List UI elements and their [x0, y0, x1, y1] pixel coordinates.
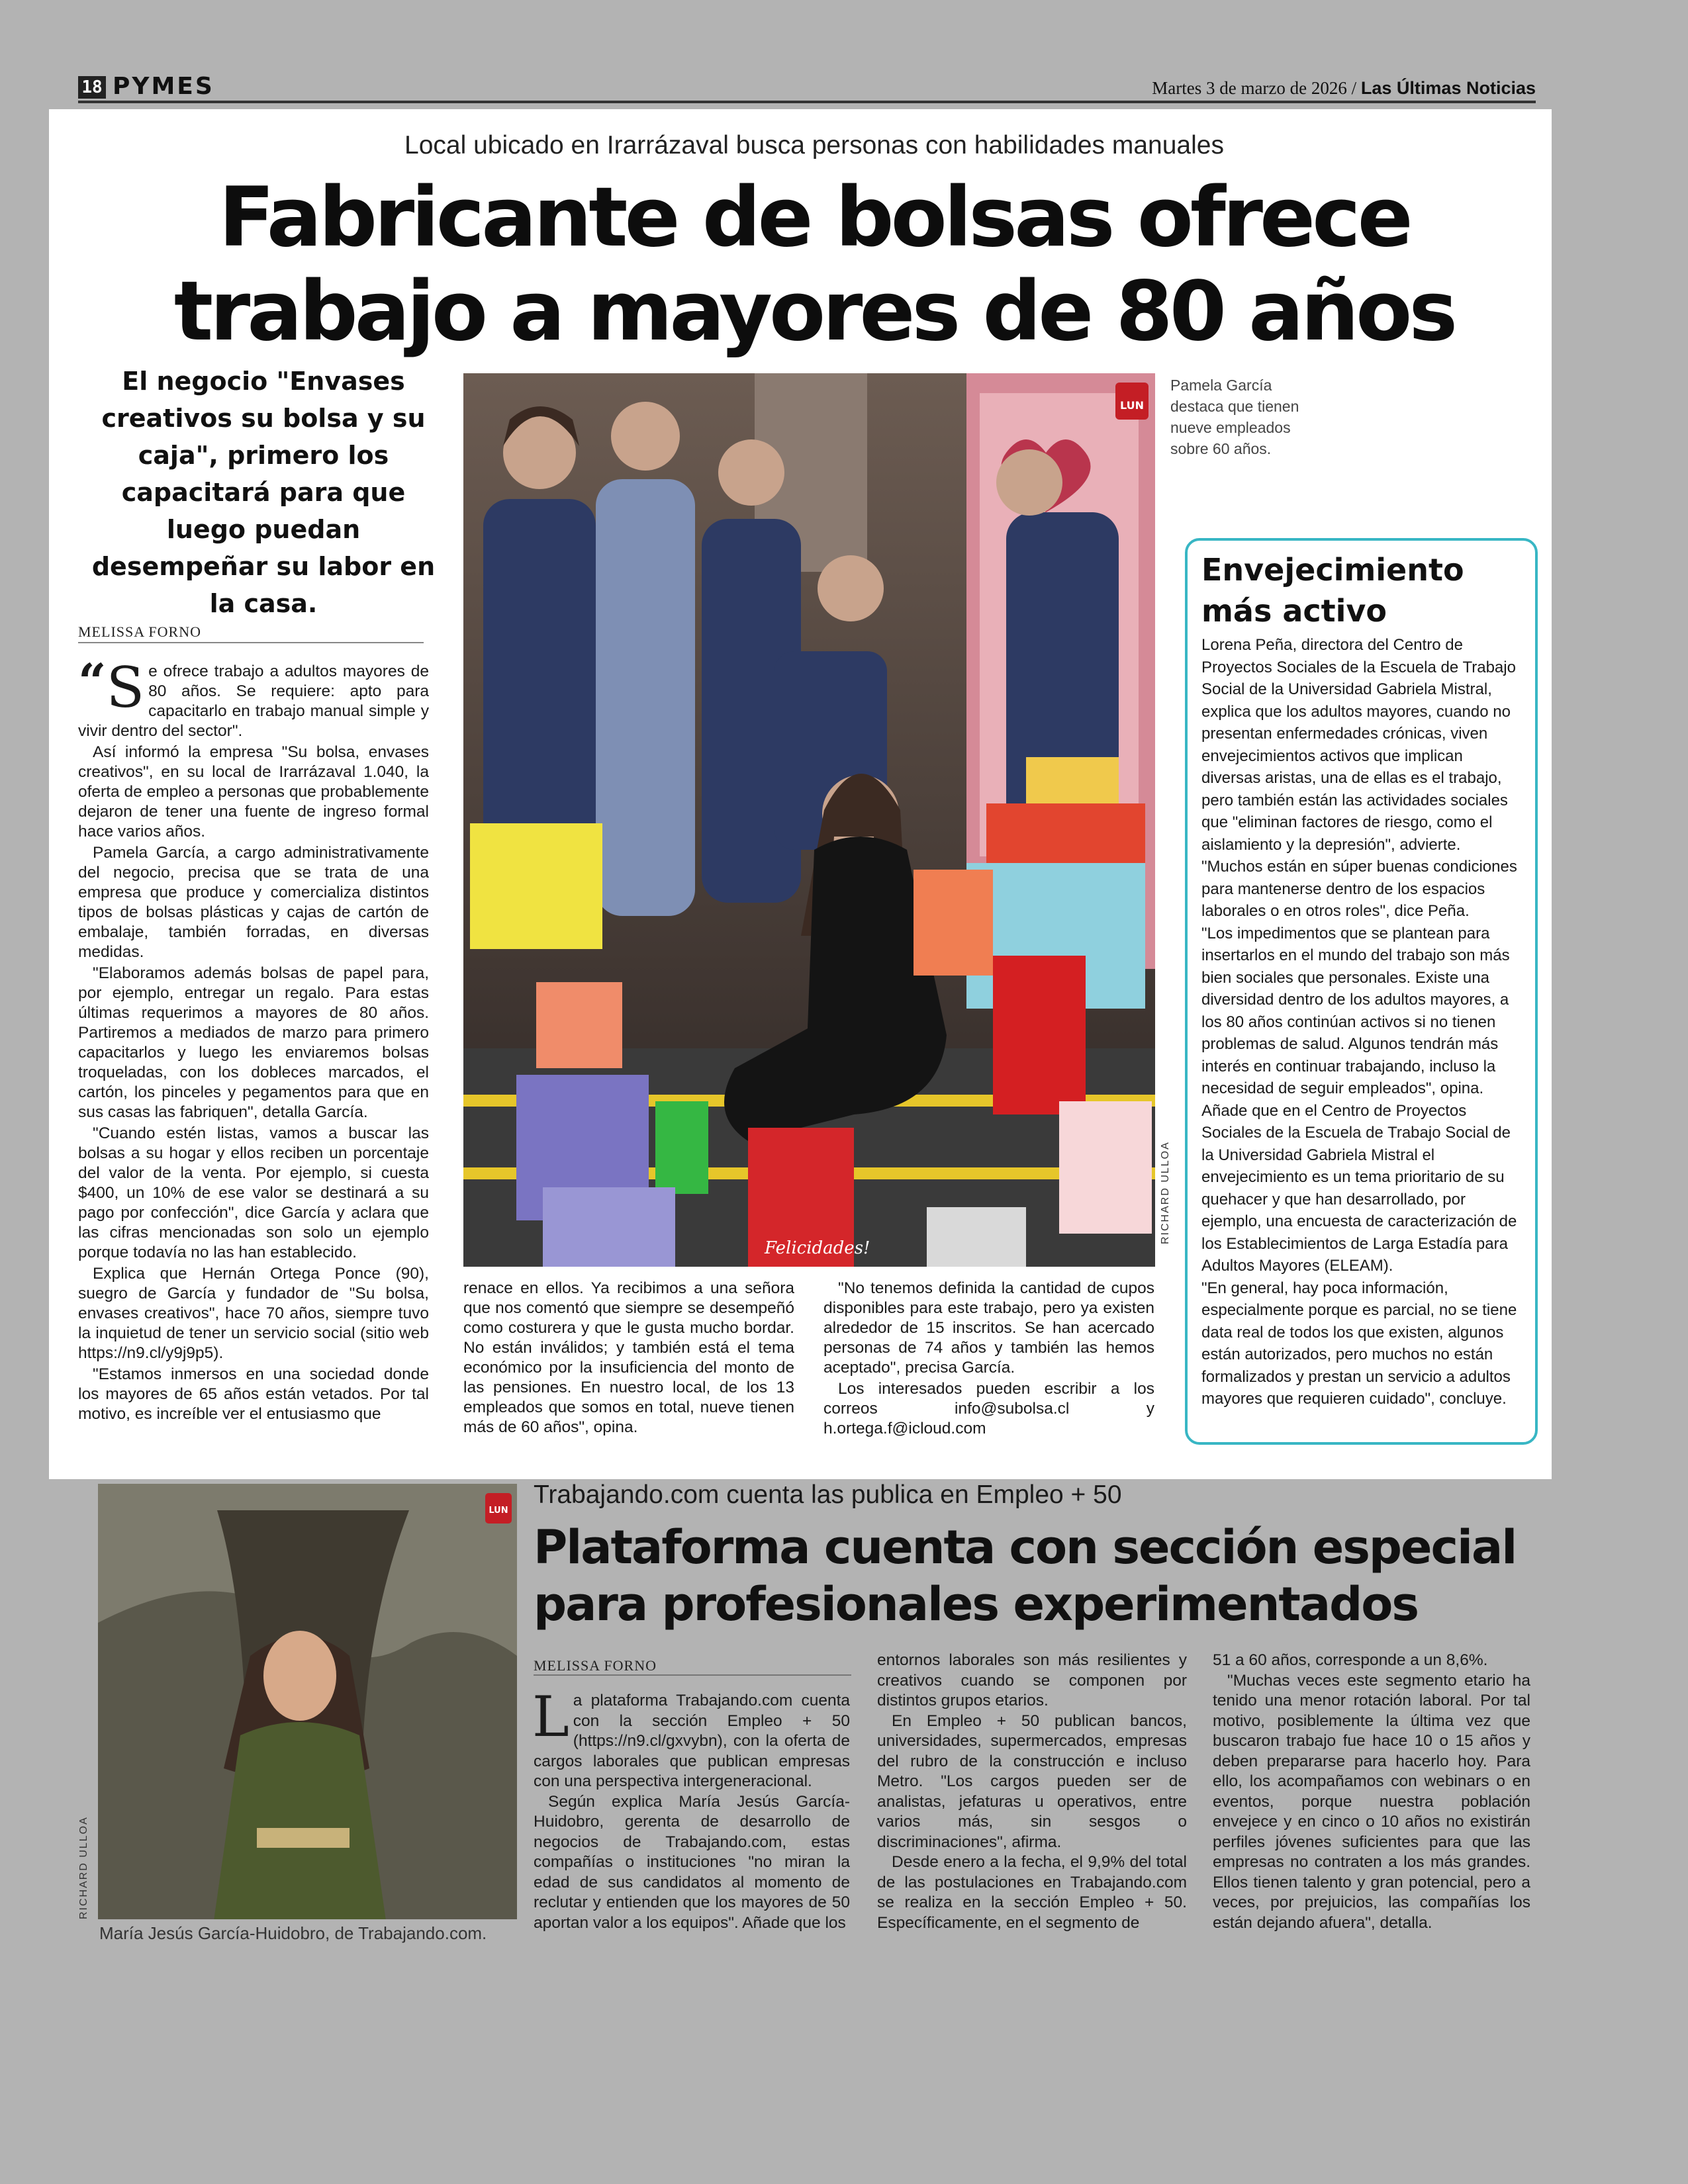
second-photo-credit: RICHARD ULLOA [78, 1816, 89, 1919]
paragraph: Desde enero a la fecha, el 9,9% del total de las postulaciones en Trabajando.com se realiza en la sección Empleo + 50. Específicamente, en el segmento de [877, 1853, 1187, 1932]
paragraph: "No tenemos definida la cantidad de cupos disponibles para este trabajo, pero ya existen alrededor de 15 inscritos. Se han acercado personas de 74 años y también las hemos aceptado", precisa García. [823, 1279, 1154, 1377]
paragraph: Añade que en el Centro de Proyectos Sociales de la Escuela de Trabajo Social de la Universidad Gabriela Mistral el envejecimiento es un tema prioritario de su quehacer y que han desarrollado, por ejemplo, una encuesta de caracterización de los Establecimientos de Larga Estadía para Adultos Mayores (ELEAM). [1201, 1101, 1517, 1275]
sidebar-title: Envejecimiento más activo [1201, 552, 1464, 629]
paragraph: "Elaboramos además bolsas de papel para, por ejemplo, entregar un regalo. Para estas últimas requerimos a mayores de 80 años. Partiremos a mediados de marzo para primero capacitarlos y luego les enviaremos bolsas troqueladas, con los dobleces marcados, el cartón, los pinceles y pegamentos para que en sus casas las fabriquen", detalla García. [78, 964, 429, 1121]
byline-rule [78, 642, 424, 643]
second-photo-caption: María Jesús García-Huidobro, de Trabajando.com. [99, 1923, 487, 1943]
section-name: PYMES [113, 73, 214, 100]
paragraph: Los interesados pueden escribir a los correos info@subolsa.cl y h.ortega.f@icloud.com [823, 1380, 1154, 1437]
lun-logo-text: LUN [1119, 399, 1145, 412]
sidebar-body [1201, 634, 1519, 1410]
photo-caption: Pamela García destaca que tienen nueve empleados sobre 60 años. [1170, 377, 1299, 457]
headline-line-2: trabajo a mayores de 80 años [173, 264, 1455, 359]
paragraph: renace en ellos. Ya recibimos a una señora que nos comentó que siempre se desempeñó como costurera y que le gusta mucho bordar. No están inválidos; y también está el tema económico por la insuficiencia del monto de las pensiones. En nuestro local, de los 13 empleados que somos en total, nueve tienen más de 60 años", opina. [463, 1279, 794, 1436]
portrait-illustration [98, 1484, 517, 1919]
byline-rule [534, 1674, 851, 1676]
second-column-3 [1213, 1651, 1530, 1933]
lun-logo-text: LUN [489, 1506, 508, 1516]
main-column-2 [463, 1279, 794, 1439]
paragraph: Lorena Peña, directora del Centro de Proyectos Sociales de la Escuela de Trabajo Social de la Universidad Gabriela Mistral, explica que los adultos mayores, cuando no presentan enfermedades crónicas, viven envejecimientos activos que implican diversas aristas, una de ellas es el trabajo, pero también están las actividades sociales que "eliminan factores de riesgo, como el aislamiento y la depresión", advierte. [1201, 636, 1516, 854]
drop-cap: L [532, 1684, 569, 1749]
second-photo [98, 1484, 517, 1919]
paragraph: "Muchos están en súper buenas condiciones para mantenerse dentro de los espacios laborales o en otros roles", dice Peña. [1201, 858, 1517, 920]
issue-date: Martes 3 de marzo de 2026 [1152, 78, 1347, 98]
paragraph: En Empleo + 50 publican bancos, universidades, supermercados, empresas del rubro de la construcción e incluso Metro. "Los cargos pueden ser de analistas, jefaturas u operativos, entre varios más, sin sesgos o discriminaciones", afirma. [877, 1711, 1187, 1851]
second-column-1 [532, 1684, 850, 1933]
paragraph: "Los impedimentos que se plantean para insertarlos en el mundo del trabajo son más bien sociales que personales. Existe una diversidad dentro de los adultos mayores, a los 80 años continúan activos si no tienen problemas de salud. Algunos tendrán más interés en continuar trabajando, incluso la necesidad de seguir empleados", opina. [1201, 924, 1510, 1097]
paragraph: "En general, hay poca información, especialmente porque es parcial, no se tiene data real de todos los que existen, algunos están autorizados, pero muchos no están formalizados y prestan un servicio a adultos mayores que requieren cuidado", concluye. [1201, 1279, 1517, 1408]
drop-cap: S [106, 655, 145, 720]
group-photo-illustration [463, 373, 1155, 1267]
paragraph: "Muchas veces este segmento etario ha tenido una menor rotación laboral. Por tal motivo, posiblemente la última vez que buscaron trabajo fue hace 10 o 15 años y deben prepararse para hacerlo hoy. Para ello, los acompañamos con webinars o en eventos, porque nuestra población envejece y en cinco o 10 años no existirán perfiles jóvenes suficientes para que las empresas no contraten a los más grandes. Ellos tienen talento y gran potencial, pero a veces, por prejuicios, las compañías los están dejando afuera", detalla. [1213, 1671, 1530, 1932]
main-deck: El negocio "Envases creativos su bolsa y su caja", primero los capacitará para que luego puedan desempeñar su labor en la casa. [91, 367, 436, 618]
main-column-1 [78, 654, 429, 1426]
publication-name: Las Últimas Noticias [1360, 78, 1536, 98]
header-rule [78, 101, 1536, 103]
main-column-3 [823, 1279, 1154, 1440]
paragraph: "Cuando estén listas, vamos a buscar las bolsas a su hogar y ellos reciben un porcentaje del valor de la venta. Por ejemplo, si cuesta $400, un 10% de ese valor se destinará a su pago por confección", dice García y aclara que las cifras mencionadas son solo un ejemplo porque todavía no las han establecido. [78, 1124, 429, 1261]
paragraph: Según explica María Jesús García-Huidobro, gerenta de desarrollo de negocios de Trabajando.com, estas compañías o instituciones "no miran la edad de sus candidatos al momento de reclutar y entienden que los mayores de 50 aportan valor a los equipos". Añade que los [534, 1792, 850, 1932]
headline-line-1: Fabricante de bolsas ofrece [218, 170, 1410, 265]
page-number: 18 [78, 76, 106, 99]
paragraph: La plataforma Trabajando.com cuenta con la sección Empleo + 50 (https://n9.cl/gxvybn), con la oferta de cargos laborales que publican empresas con una perspectiva intergeneracional. [532, 1684, 850, 1790]
paragraph: entornos laborales son más resilientes y creativos cuando se componen por distintos grupos etarios. [877, 1651, 1187, 1709]
dateline [1152, 78, 1536, 99]
photo-credit: RICHARD ULLOA [1160, 1141, 1171, 1244]
paragraph: 51 a 60 años, corresponde a un 8,6%. [1213, 1651, 1488, 1669]
main-byline: MELISSA FORNO [78, 623, 201, 640]
second-kicker: Trabajando.com cuenta las publica en Empleo + 50 [534, 1480, 1122, 1509]
second-headline: Plataforma cuenta con sección especial para profesionales experimentados [534, 1520, 1517, 1631]
second-byline: MELISSA FORNO [534, 1657, 657, 1674]
main-photo [463, 373, 1155, 1267]
main-headline [0, 171, 1628, 359]
paragraph: "Estamos inmersos en una sociedad donde los mayores de 65 años están vetados. Por tal motivo, es increíble ver el entusiasmo que [78, 1365, 429, 1423]
paragraph: “ S e ofrece trabajo a adultos mayores de 80 años. Se requiere: apto para capacitarlo en trabajo manual simple y vivir dentro del sector". [78, 654, 429, 740]
open-quote-mark: “ [78, 654, 107, 711]
paragraph: Pamela García, a cargo administrativamente del negocio, precisa que se trata de una empresa que produce y comercializa distintos tipos de bolsas plásticas y cajas de cartón de embalaje, también forradas, en diversas medidas. [78, 844, 429, 961]
second-column-2 [877, 1651, 1187, 1933]
paragraph: Explica que Hernán Ortega Ponce (90), suegro de García y fundador de "Su bolsa, envases creativos", hace 70 años, siempre tuvo la inquietud de tener un servicio social (sitio web https://n9.cl/y9j9p5). [78, 1265, 429, 1362]
bag-lettering: Felicidades! [765, 1238, 870, 1258]
main-kicker: Local ubicado en Irarrázaval busca personas con habilidades manuales [404, 131, 1224, 159]
paragraph: Así informó la empresa "Su bolsa, envases creativos", en su local de Irarrázaval 1.040, la oferta de empleo a personas que probablemente dejaron de tener una fuente de ingreso formal hace varios años. [78, 743, 429, 841]
dateline-separator: / [1351, 78, 1357, 98]
